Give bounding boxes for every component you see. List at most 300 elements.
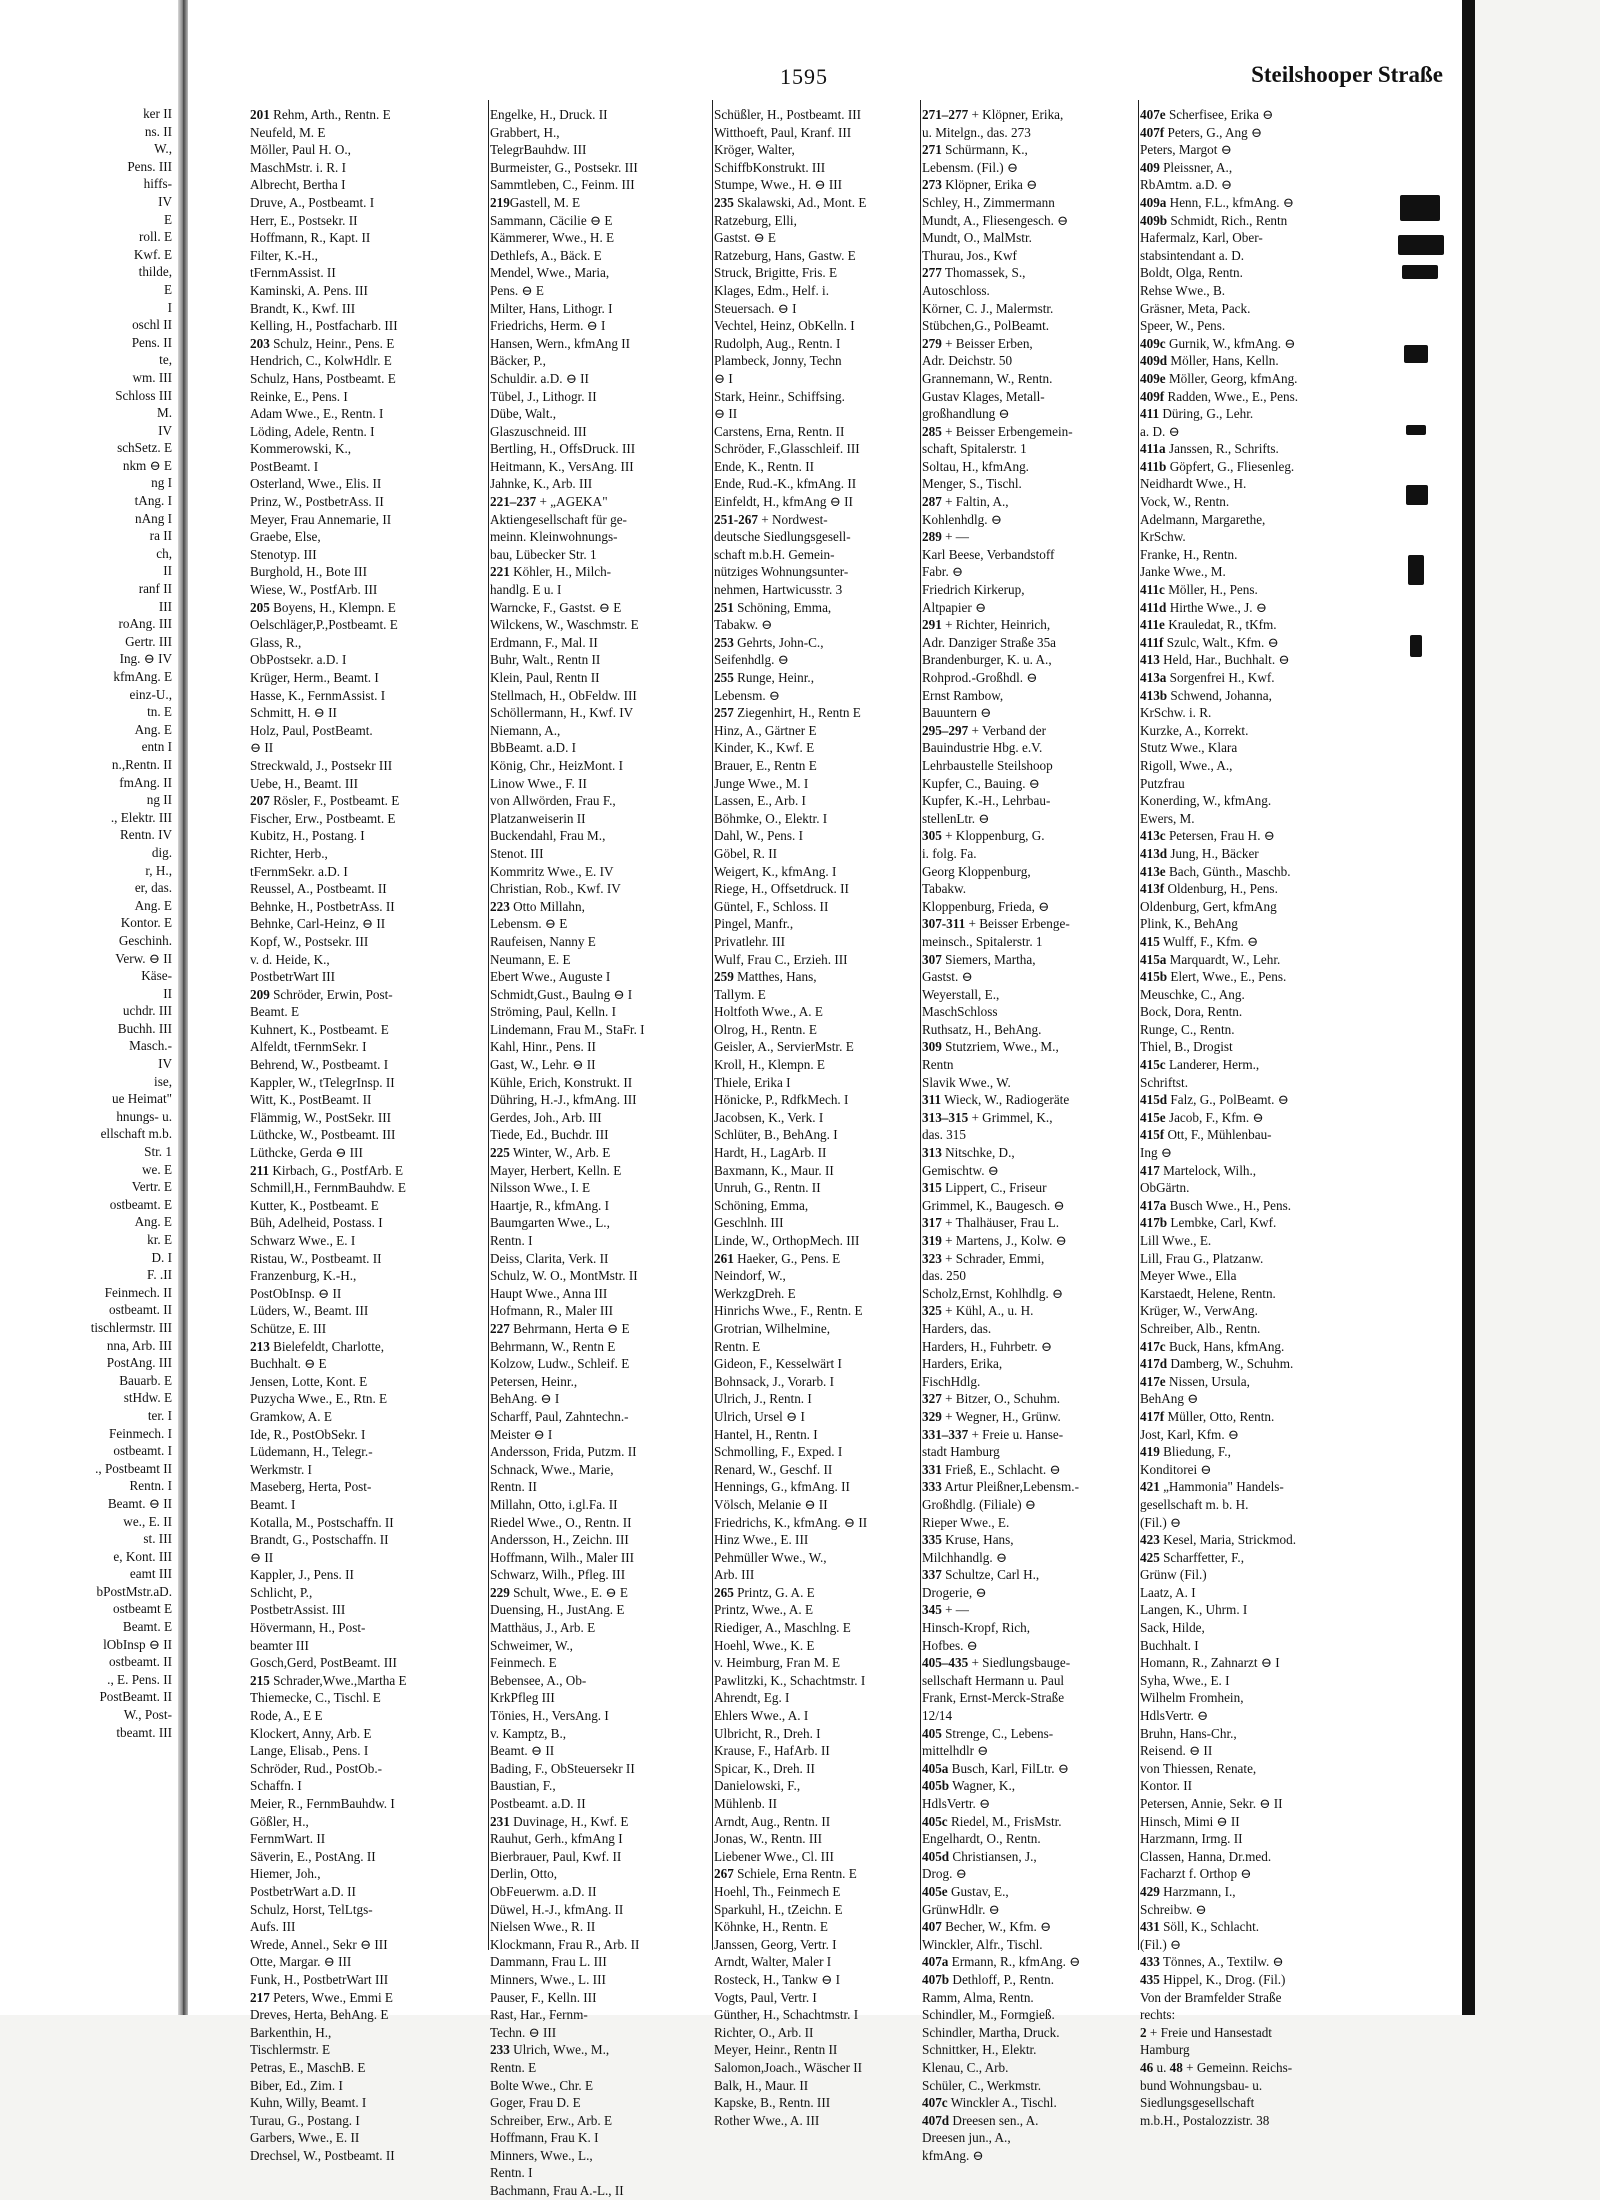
directory-entry-line: Krüger, W., VerwAng. [1140, 1303, 1258, 1319]
directory-entry-line: Tübel, J., Lithogr. II [490, 388, 597, 404]
directory-entry-line: Kapske, B., Rentn. III [714, 2095, 831, 2111]
left-fragment-line: Ing. ⊖ IV [119, 651, 172, 667]
directory-entry-line: Hansen, Wern., kfmAng II [490, 335, 631, 351]
directory-entry-line: Maseberg, Herta, Post- [250, 1479, 372, 1495]
left-fragment-line: ise, [154, 1073, 172, 1089]
directory-entry-line: stellenLtr. ⊖ [922, 810, 990, 826]
directory-entry-line: 409 Pleissner, A., [1140, 159, 1233, 175]
directory-entry-line: Hasse, K., FernmAssist. I [250, 687, 386, 703]
directory-entry-line: SchiffbKonstrukt. III [714, 159, 826, 175]
directory-entry-line: Rauhut, Gerh., kfmAng I [490, 1831, 623, 1847]
left-fragment-line: we. E [141, 1161, 172, 1177]
directory-entry-line: Klages, Edm., Helf. i. [714, 282, 829, 298]
directory-entry-line: Speer, W., Pens. [1140, 318, 1226, 334]
directory-entry-line: Adelmann, Margarethe, [1140, 511, 1266, 527]
directory-entry-line: Osterland, Wwe., Elis. II [250, 476, 382, 492]
directory-entry-line: 413d Jung, H., Bäcker [1140, 845, 1259, 861]
left-fragment-line: ostbeamt. II [109, 1654, 172, 1670]
directory-entry-line: Homann, R., Zahnarzt ⊖ I [1140, 1655, 1280, 1671]
directory-entry-line: Linde, W., OrthopMech. III [714, 1233, 860, 1248]
book-gutter [178, 0, 188, 2015]
directory-entry-line: Buchhalt. I [1140, 1637, 1199, 1653]
directory-entry-line: Steuersach. ⊖ I [714, 300, 797, 316]
directory-entry-line: schaft, Spitalerstr. 1 [922, 441, 1027, 457]
directory-entry-line: 259 Matthes, Hans, [714, 969, 817, 985]
directory-entry-line: Burghold, H., Bote III [250, 564, 367, 580]
left-fragment-line: Ang. E [134, 1214, 172, 1230]
left-fragment-line: ostbeamt. E [109, 1196, 172, 1212]
page-number: 1595 [780, 64, 828, 89]
directory-entry-line: kfmAng. ⊖ [922, 2147, 984, 2163]
directory-entry-line: 413e Bach, Günth., Maschb. [1140, 863, 1291, 879]
directory-entry-line: 215 Schrader,Wwe.,Martha E [250, 1672, 407, 1688]
left-fragment-line: Rentn. IV [119, 827, 172, 843]
left-fragment-line: dig. [151, 844, 172, 860]
directory-entry-line: Behrmann, W., Rentn E [490, 1338, 616, 1354]
directory-entry-line: Linow Wwe., F. II [490, 775, 587, 791]
directory-entry-line: 229 Schult, Wwe., E. ⊖ E [490, 1584, 628, 1600]
directory-entry-line: Albrecht, Bertha I [250, 177, 346, 193]
left-fragment-line: hiffs- [143, 176, 172, 192]
directory-entry-line: TelegrBauhdw. III [490, 142, 587, 158]
directory-entry-line: Behrend, W., Postbeamt. I [250, 1057, 389, 1073]
directory-entry-line: 319 + Martens, J., Kolw. ⊖ [922, 1233, 1067, 1248]
left-fragment-line: E [163, 211, 172, 227]
directory-entry-line: Rother Wwe., A. III [714, 2112, 820, 2128]
left-fragment-line: Kontor. E [120, 915, 172, 931]
directory-entry-line: 221 Köhler, H., Milch- [490, 564, 612, 580]
directory-entry-line: Gräsner, Meta, Pack. [1140, 300, 1251, 316]
directory-entry-line: Lindemann, Frau M., StaFr. I [490, 1021, 645, 1037]
left-fragment-line: Bauarb. E [119, 1372, 172, 1388]
directory-entry-line: Dübe, Walt., [490, 406, 557, 422]
directory-entry-line: HdlsVertr. ⊖ [1140, 1708, 1209, 1724]
directory-entry-line: 46 u. 48 + Gemeinn. Reichs- [1140, 2059, 1293, 2075]
directory-entry-line: 305 + Kloppenburg, G. [922, 828, 1045, 844]
directory-entry-line: Syha, Wwe., E. I [1140, 1672, 1230, 1688]
directory-entry-line: Harders, Erika, [922, 1356, 1003, 1372]
directory-entry-line: Schöllermann, H., Kwf. IV [490, 705, 634, 721]
directory-entry-line: Kontor. II [1140, 1778, 1193, 1794]
directory-entry-line: 251 Schöning, Emma, [714, 599, 832, 615]
left-fragment-line: F. .II [147, 1267, 172, 1283]
directory-entry-line: Brauer, E., Rentn E [714, 757, 817, 773]
directory-entry-line: Heitmann, K., VersAng. III [490, 458, 634, 474]
directory-entry-line: Schulz, Hans, Postbeamt. E [250, 370, 396, 386]
directory-entry-line: Brandenburger, K. u. A., [922, 652, 1052, 668]
directory-entry-line: Kopf, W., Postsekr. III [250, 933, 369, 949]
directory-entry-line: sellschaft Hermann u. Paul [922, 1672, 1065, 1688]
directory-entry-line: Alfeldt, tFernmSekr. I [250, 1039, 367, 1055]
directory-entry-line: Bachmann, Frau A.-L., II [490, 2183, 624, 2199]
left-fragment-line: ., Postbeamt II [95, 1460, 172, 1476]
directory-entry-line: a. D. ⊖ [1140, 423, 1180, 439]
directory-entry-line: Ende, Rud.-K., kfmAng. II [714, 476, 857, 492]
directory-entry-line: ⊖ II [250, 740, 274, 756]
directory-entry-line: Friedrich Kirkerup, [922, 582, 1025, 598]
directory-entry-line: Gastst. ⊖ [922, 969, 973, 985]
left-fragment-line: tischlermstr. III [90, 1319, 172, 1335]
directory-entry-line: Schreibw. ⊖ [1140, 1901, 1207, 1917]
directory-entry-line: Hofmann, R., Maler III [490, 1303, 614, 1319]
directory-entry-line: Witt, K., PostBeamt. II [250, 1092, 372, 1108]
directory-entry-line: 211 Kirbach, G., PostfArb. E [250, 1162, 404, 1178]
directory-entry-line: Ratzeburg, Elli, [714, 212, 797, 228]
left-fragment-line: schSetz. E [117, 440, 172, 456]
directory-entry-line: Riedel Wwe., O., Rentn. II [490, 1514, 632, 1530]
directory-entry-line: Arb. III [714, 1567, 755, 1583]
directory-entry-line: Beamt. E [250, 1004, 300, 1020]
directory-entry-line: Hönicke, P., RdfkMech. I [714, 1092, 849, 1108]
directory-entry-line: Christian, Rob., Kwf. IV [490, 881, 621, 897]
directory-entry-line: 285 + Beisser Erbengemein- [922, 423, 1073, 439]
directory-entry-line: Hamburg [1140, 2042, 1190, 2058]
directory-entry-line: Meier, R., FernmBauhdw. I [250, 1796, 395, 1811]
directory-entry-line: Arndt, Aug., Rentn. II [714, 1813, 831, 1829]
directory-entry-line: Jonas, W., Rentn. III [714, 1831, 823, 1847]
directory-entry-line: Hendrich, C., KolwHdlr. E [250, 353, 392, 369]
left-fragment-line: r, H., [145, 862, 172, 878]
directory-entry-line: bau, Lübecker Str. 1 [490, 546, 597, 562]
directory-entry-line: 287 + Faltin, A., [922, 494, 1009, 510]
left-fragment-line: W., [154, 141, 172, 157]
directory-entry-line: 413b Schwend, Johanna, [1140, 687, 1272, 703]
directory-entry-line: Nilsson Wwe., I. E [490, 1180, 591, 1196]
directory-entry-line: Gemischtw. ⊖ [922, 1162, 999, 1178]
left-fragment-line: te, [159, 352, 172, 368]
directory-entry-line: Rentn. I [490, 1233, 533, 1248]
directory-entry-line: Beamt. ⊖ II [490, 1743, 555, 1759]
column-rule [488, 100, 489, 1950]
directory-entry-line: Stutz Wwe., Klara [1140, 740, 1238, 756]
scan-edge [1462, 0, 1475, 2015]
directory-entry-line: Kubitz, H., Postang. I [250, 828, 365, 844]
directory-entry-line: 223 Otto Millahn, [490, 898, 585, 914]
directory-entry-line: Andersson, Frida, Putzm. II [490, 1444, 637, 1460]
directory-entry-line: 231 Duvinage, H., Kwf. E [490, 1813, 629, 1829]
directory-entry-line: Meyer, Frau Annemarie, II [250, 511, 392, 527]
left-fragment-line: Ang. E [134, 721, 172, 737]
directory-entry-line: 255 Runge, Heinr., [714, 670, 814, 685]
directory-entry-line: Hoffmann, R., Kapt. II [250, 230, 371, 246]
directory-entry-line: Vechtel, Heinz, ObKelln. I [714, 318, 855, 334]
left-fragment-line: Gertr. III [125, 633, 172, 649]
directory-entry-line: Adr. Danziger Straße 35a [922, 634, 1057, 650]
directory-entry-line: Garbers, Wwe., E. II [250, 2130, 360, 2146]
directory-entry-line: Geschlnh. III [714, 1215, 784, 1231]
directory-column-2 [490, 106, 708, 2200]
directory-entry-line: Klein, Paul, Rentn II [490, 670, 600, 685]
directory-entry-line: Hinrichs Wwe., F., Rentn. E [714, 1303, 863, 1319]
directory-entry-line: 413f Oldenburg, H., Pens. [1140, 881, 1278, 897]
directory-entry-line: 337 Schultze, Carl H., [922, 1567, 1040, 1583]
directory-entry-line: 405c Riedel, M., FrisMstr. [922, 1813, 1062, 1829]
directory-entry-line: Schöning, Emma, [714, 1197, 809, 1213]
left-fragment-line: Feinmech. I [109, 1425, 172, 1441]
directory-entry-line: HdlsVertr. ⊖ [922, 1796, 991, 1811]
directory-entry-line: nütziges Wohnungsunter- [714, 564, 849, 580]
directory-entry-line: Meister ⊖ I [490, 1426, 553, 1442]
directory-entry-line: Holtfoth Wwe., A. E [714, 1004, 823, 1020]
directory-entry-line: Pawlitzki, K., Schachtmstr. I [714, 1672, 866, 1688]
directory-entry-line: Ing ⊖ [1140, 1145, 1172, 1161]
directory-column-4 [922, 106, 1134, 2164]
left-fragment-line: IV [158, 422, 172, 438]
directory-entry-line: 257 Ziegenhirt, H., Rentn E [714, 705, 861, 721]
left-fragment-line: ns. II [144, 123, 172, 139]
directory-entry-line: (Fil.) ⊖ [1140, 1514, 1182, 1530]
directory-entry-line: Milchhandlg. ⊖ [922, 1549, 1008, 1565]
directory-entry-line: Lüdemann, H., Telegr.- [250, 1444, 373, 1460]
directory-entry-line: Rentn. E [490, 2059, 537, 2075]
directory-entry-line: Wilhelm Fromhein, [1140, 1690, 1244, 1706]
directory-entry-line: Kutter, K., Postbeamt. E [250, 1197, 379, 1213]
directory-entry-line: Raufeisen, Nanny E [490, 933, 596, 949]
directory-entry-line: Lebensm. ⊖ E [490, 916, 568, 932]
directory-entry-line: Rast, Har., Fernm- [490, 2007, 588, 2023]
directory-entry-line: Meyer, Heinr., Rentn II [714, 2042, 838, 2058]
directory-entry-line: Tabakw. [922, 881, 966, 897]
directory-entry-line: Reinke, E., Pens. I [250, 388, 348, 404]
directory-entry-line: 411e Krauledat, R., tKfm. [1140, 617, 1277, 633]
directory-entry-line: Jost, Karl, Kfm. ⊖ [1140, 1426, 1239, 1442]
left-fragment-line: II [163, 563, 172, 579]
directory-entry-line: Wrede, Annel., Sekr ⊖ III [250, 1936, 388, 1952]
directory-entry-line: stabsintendant a. D. [1140, 247, 1245, 263]
directory-entry-line: Hinsch-Kropf, Rich, [922, 1620, 1031, 1636]
directory-entry-line: Dreves, Herta, BehAng. E [250, 2007, 389, 2023]
directory-entry-line: 323 + Schrader, Emmi, [922, 1250, 1045, 1266]
directory-entry-line: Riediger, A., Maschlng. E [714, 1620, 851, 1636]
directory-entry-line: 227 Behrmann, Herta ⊖ E [490, 1320, 630, 1336]
directory-entry-line: 407b Dethloff, P., Rentn. [922, 1971, 1055, 1987]
directory-entry-line: 417b Lembke, Carl, Kwf. [1140, 1215, 1277, 1231]
directory-entry-line: Filter, K.-H., [250, 247, 318, 263]
directory-entry-line: 315 Lippert, C., Friseur [922, 1180, 1047, 1196]
directory-entry-line: Löding, Adele, Rentn. I [250, 423, 375, 439]
left-fragment-line: nkm ⊖ E [122, 457, 172, 473]
directory-entry-line: Stenotyp. III [250, 546, 317, 562]
directory-entry-line: Weigert, K., kfmAng. I [714, 863, 837, 879]
directory-entry-line: Jacobsen, K., Verk. I [714, 1109, 824, 1125]
directory-entry-line: 313 Nitschke, D., [922, 1145, 1015, 1161]
left-fragment-line: tAng. I [134, 493, 172, 509]
directory-entry-line: Slavik Wwe., W. [922, 1074, 1011, 1090]
directory-entry-line: 407 Becher, W., Kfm. ⊖ [922, 1919, 1052, 1935]
left-fragment-line: M. [156, 405, 172, 421]
directory-entry-line: 331–337 + Freie u. Hanse- [922, 1426, 1064, 1442]
directory-entry-line: 405d Christiansen, J., [922, 1848, 1037, 1864]
directory-entry-line: Meuschke, C., Ang. [1140, 986, 1245, 1002]
left-fragment-line: ue Heimat" [112, 1091, 172, 1107]
directory-entry-line: 225 Winter, W., Arb. E [490, 1145, 611, 1161]
directory-entry-line: Rentn. I [490, 2165, 533, 2181]
directory-entry-line: Mendel, Wwe., Maria, [490, 265, 610, 281]
directory-entry-line: Hinz, A., Gärtner E [714, 722, 817, 738]
directory-entry-line: Facharzt f. Orthop ⊖ [1140, 1866, 1252, 1882]
left-fragment-line: ra II [149, 528, 172, 544]
directory-entry-line: Mayer, Herbert, Kelln. E [490, 1162, 622, 1178]
directory-entry-line: ⊖ I [714, 370, 733, 386]
directory-entry-line: Ströming, Paul, Kelln. I [490, 1004, 617, 1020]
directory-entry-line: 277 Thomassek, S., [922, 265, 1026, 281]
left-fragment-line: oschl II [132, 317, 172, 333]
left-fragment-line: Schloss III [115, 387, 172, 403]
directory-entry-line: Rieper Wwe., E. [922, 1514, 1010, 1530]
directory-entry-line: 279 + Beisser Erben, [922, 335, 1033, 351]
directory-entry-line: 407e Scherfisee, Erika ⊖ [1140, 107, 1274, 122]
directory-entry-line: Stübchen,G., PolBeamt. [922, 318, 1050, 334]
directory-entry-line: Pens. ⊖ E [490, 282, 544, 298]
directory-entry-line: Krause, F., HafArb. II [714, 1743, 830, 1759]
left-fragment-line: ter. I [147, 1407, 172, 1423]
directory-entry-line: Lüthcke, W., Postbeamt. III [250, 1127, 396, 1143]
directory-entry-line: Bock, Dora, Rentn. [1140, 1004, 1243, 1020]
directory-entry-line: ObGärtn. [1140, 1180, 1190, 1196]
directory-entry-line: Ruthsatz, H., BehAng. [922, 1021, 1042, 1037]
directory-entry-line: Nielsen Wwe., R. II [490, 1919, 596, 1935]
directory-entry-line: mittelhdlr ⊖ [922, 1743, 989, 1759]
directory-entry-line: Lehrbaustelle Steilshoop [922, 757, 1053, 773]
left-fragment-line: Pens. III [127, 158, 172, 174]
directory-entry-line: 407f Peters, G., Ang ⊖ [1140, 124, 1263, 140]
directory-entry-line: ⊖ II [250, 1549, 274, 1565]
directory-entry-line: von Thiessen, Renate, [1140, 1760, 1257, 1776]
directory-entry-line: 209 Schröder, Erwin, Post- [250, 986, 393, 1002]
directory-entry-line: Baustian, F., [490, 1778, 556, 1794]
page-header [190, 60, 1455, 94]
directory-entry-line: das. 250 [922, 1268, 966, 1284]
directory-entry-line: 417d Damberg, W., Schuhm. [1140, 1356, 1294, 1372]
directory-entry-line: Schreiber, Erw., Arb. E [490, 2112, 613, 2128]
directory-entry-line: Behnke, H., PostbetrAss. II [250, 898, 395, 914]
directory-entry-line: König, Chr., HeizMont. I [490, 757, 623, 773]
directory-entry-line: Köhnke, H., Rentn. E [714, 1919, 828, 1935]
left-fragment-line: eamt III [129, 1566, 172, 1582]
directory-entry-line: Drogerie, ⊖ [922, 1584, 987, 1600]
directory-entry-line: Buhr, Walt., Rentn II [490, 652, 601, 668]
directory-entry-line: Hiemer, Joh., [250, 1866, 321, 1882]
left-fragment-line: Vertr. E [131, 1179, 172, 1195]
directory-entry-line: Völsch, Melanie ⊖ II [714, 1496, 828, 1512]
directory-entry-line: 271 Schürmann, K., [922, 142, 1028, 158]
directory-entry-line: 405e Gustav, E., [922, 1883, 1009, 1899]
directory-entry-line: Haartje, R., kfmAng. I [490, 1197, 610, 1213]
directory-entry-line: Plambeck, Jonny, Techn [714, 353, 842, 369]
left-fragment-line: we., E. II [123, 1513, 172, 1529]
left-fragment-line: bPostMstr.aD. [96, 1583, 172, 1599]
directory-entry-line: 407a Ermann, R., kfmAng. ⊖ [922, 1954, 1081, 1970]
directory-entry-line: Gastst. ⊖ E [714, 230, 776, 246]
directory-entry-line: Brandt, G., Postschaffn. II [250, 1532, 389, 1548]
directory-entry-line: Winckler, Alfr., Tischl. [922, 1936, 1043, 1952]
directory-entry-line: Schley, H., Zimmermann [922, 194, 1055, 210]
directory-entry-line: 345 + — [922, 1602, 969, 1618]
directory-entry-line: Oelschläger,P.,Postbeamt. E [250, 617, 398, 633]
directory-entry-line: Bolte Wwe., Chr. E [490, 2077, 594, 2093]
directory-entry-line: Behnke, Carl-Heinz, ⊖ II [250, 916, 386, 932]
directory-entry-line: MaschMstr. i. R. I [250, 159, 346, 175]
left-fragment-line: thilde, [138, 264, 172, 280]
directory-entry-line: rechts: [1140, 2007, 1176, 2023]
directory-entry-line: 429 Harzmann, I., [1140, 1883, 1236, 1899]
directory-entry-line: Schulz, Horst, TelLtgs- [250, 1901, 373, 1917]
left-fragment-line: Masch.- [129, 1038, 172, 1054]
directory-entry-line: 289 + — [922, 529, 969, 545]
directory-entry-line: Schüßler, H., Postbeamt. III [714, 107, 862, 122]
directory-entry-line: Engelhardt, O., Rentn. [922, 1831, 1041, 1847]
directory-entry-line: Fischer, Erw., Postbeamt. E [250, 810, 396, 826]
directory-entry-line: Aktiengesellschaft für ge- [490, 511, 627, 527]
directory-entry-line: GrünwHdlr. ⊖ [922, 1901, 1000, 1917]
directory-entry-line: KrSchw. [1140, 529, 1186, 545]
directory-entry-line: 421 „Hammonia" Handels- [1140, 1479, 1284, 1495]
directory-entry-line: Konerding, W., kfmAng. [1140, 793, 1272, 809]
directory-entry-line: Thurau, Jos., Kwf [922, 247, 1017, 263]
left-fragment-line: ., Elektr. III [110, 809, 172, 825]
directory-entry-line: Sparkuhl, H., tZeichn. E [714, 1901, 843, 1917]
directory-entry-line: Putzfrau [1140, 775, 1185, 791]
directory-entry-line: Düwel, H.-J., kfmAng. II [490, 1901, 624, 1917]
directory-entry-line: 411 Düring, G., Lehr. [1140, 406, 1254, 422]
directory-entry-line: Kaminski, A. Pens. III [250, 282, 368, 298]
directory-entry-line: gesellschaft m. b. H. [1140, 1496, 1249, 1512]
directory-entry-line: 415 Wulff, F., Kfm. ⊖ [1140, 933, 1259, 949]
directory-entry-line: Ernst Rambow, [922, 687, 1004, 703]
directory-entry-line: handlg. E u. I [490, 582, 562, 598]
directory-entry-line: das. 315 [922, 1127, 966, 1143]
directory-entry-line: Tabakw. ⊖ [714, 617, 773, 633]
directory-entry-line: Grabbert, H., [490, 124, 560, 140]
directory-entry-line: Riege, H., Offsetdruck. II [714, 881, 849, 897]
directory-entry-line: Grotrian, Wilhelmine, [714, 1320, 831, 1336]
directory-entry-line: Minners, Wwe., L., [490, 2147, 593, 2163]
directory-entry-line: Peters, Margot ⊖ [1140, 142, 1232, 158]
directory-entry-line: Bohnsack, J., Vorarb. I [714, 1373, 835, 1389]
directory-entry-line: Schütze, E. III [250, 1320, 327, 1336]
directory-entry-line: Von der Bramfelder Straße [1140, 1989, 1282, 2005]
directory-entry-line: 207 Rösler, F., Postbeamt. E [250, 793, 400, 809]
directory-entry-line: Scharff, Paul, Zahntechn.- [490, 1408, 629, 1424]
directory-column-1 [250, 106, 484, 2164]
directory-entry-line: deutsche Siedlungsgesell- [714, 529, 851, 545]
directory-entry-line: Rode, A., E E [250, 1708, 323, 1724]
left-fragment-line: ellschaft m.b. [100, 1126, 172, 1142]
directory-entry-line: Grimmel, K., Baugesch. ⊖ [922, 1197, 1065, 1213]
directory-entry-line: Kelling, H., Postfacharb. III [250, 318, 398, 334]
directory-entry-line: Schüler, C., Werkmstr. [922, 2077, 1042, 2093]
directory-entry-line: RbAmtm. a.D. ⊖ [1140, 177, 1233, 193]
directory-entry-line: Boldt, Olga, Rentn. [1140, 265, 1243, 281]
directory-entry-line: Uebe, H., Beamt. III [250, 775, 359, 791]
directory-entry-line: Flämmig, W., PostSekr. III [250, 1109, 392, 1125]
directory-entry-line: 409e Möller, Georg, kfmAng. [1140, 370, 1298, 386]
directory-entry-line: Arndt, Walter, Maler I [714, 1954, 832, 1970]
directory-entry-line: Jensen, Lotte, Kont. E [250, 1373, 368, 1389]
left-fragment-line: Pens. II [131, 334, 172, 350]
directory-entry-line: Salomon,Joach., Wäscher II [714, 2059, 863, 2075]
directory-entry-line: Hoehl, Wwe., K. E [714, 1637, 815, 1653]
directory-entry-line: Schmitt, H. ⊖ II [250, 705, 337, 721]
directory-entry-line: Ahrendt, Eg. I [714, 1690, 790, 1706]
directory-entry-line: 327 + Bitzer, O., Schuhm. [922, 1391, 1061, 1407]
directory-entry-line: nehmen, Hartwicusstr. 3 [714, 582, 843, 598]
directory-entry-line: Haupt Wwe., Anna III [490, 1285, 608, 1301]
left-fragment-line: Str. 1 [144, 1144, 172, 1160]
directory-entry-line: 12/14 [922, 1708, 953, 1724]
left-fragment-line: Beamt. ⊖ II [107, 1495, 172, 1511]
directory-entry-line: PostObInsp. ⊖ II [250, 1285, 342, 1301]
